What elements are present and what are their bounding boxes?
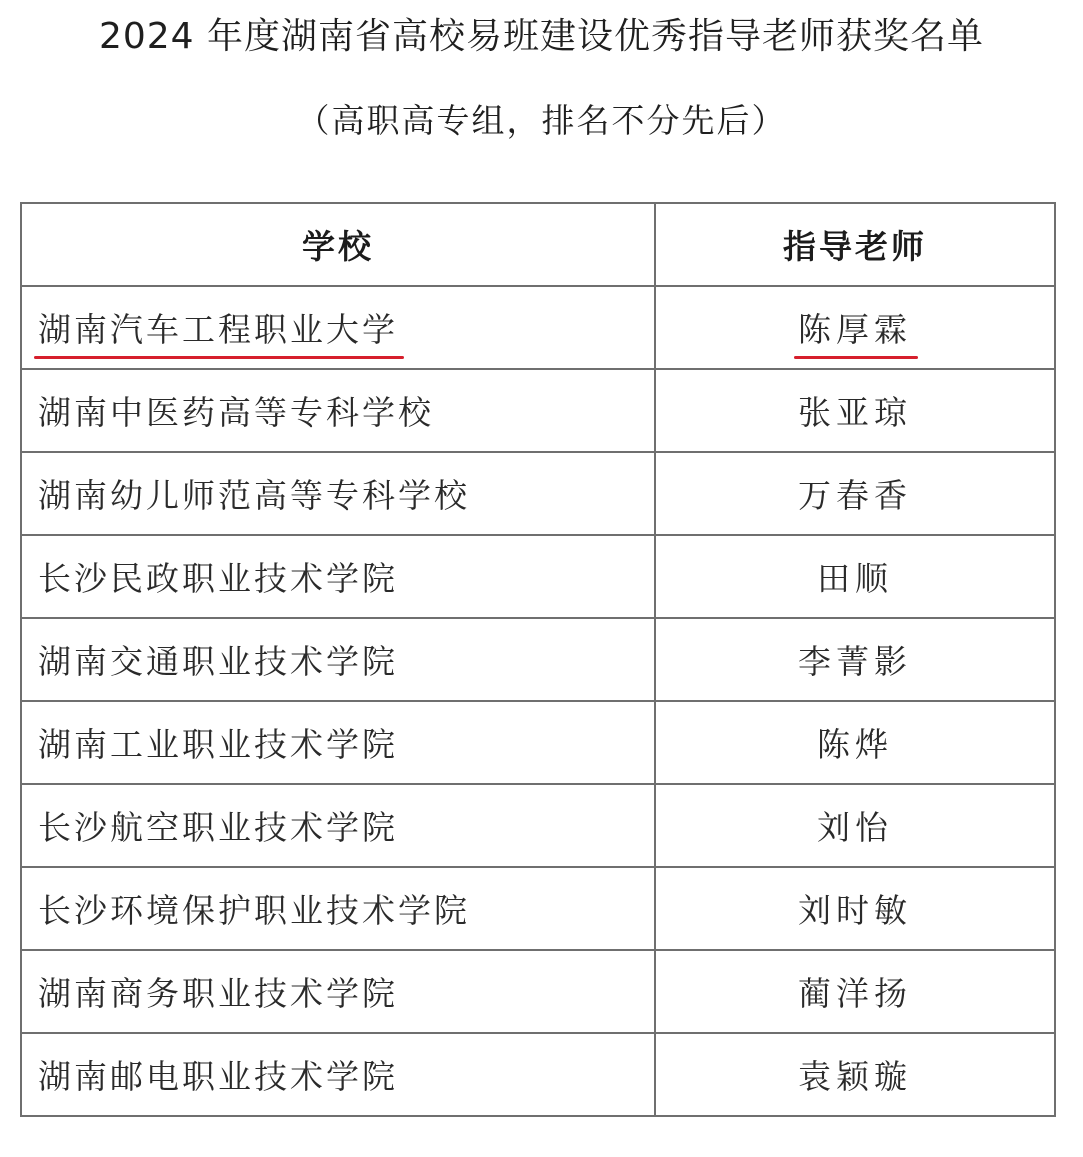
- teacher-name: 袁颖璇: [798, 1057, 912, 1096]
- teacher-name: 陈厚霖: [798, 304, 912, 351]
- teacher-name: 李菁影: [798, 642, 912, 681]
- school-cell: [21, 535, 655, 618]
- table-row: [21, 618, 1055, 701]
- school-cell: [21, 950, 655, 1033]
- teacher-cell: [655, 452, 1055, 535]
- teacher-name: 刘怡: [817, 808, 893, 847]
- school-name: 湖南汽车工程职业大学: [38, 304, 398, 351]
- school-name: 长沙航空职业技术学院: [38, 808, 398, 847]
- school-name: 湖南商务职业技术学院: [38, 974, 398, 1013]
- school-name: 湖南幼儿师范高等专科学校: [38, 476, 470, 515]
- page-title: 2024 年度湖南省高校易班建设优秀指导老师获奖名单: [98, 16, 985, 57]
- table-header-row: [21, 203, 1055, 286]
- school-cell: [21, 701, 655, 784]
- table-row: [21, 784, 1055, 867]
- teacher-cell: [655, 1033, 1055, 1116]
- school-cell: [21, 618, 655, 701]
- teacher-name: 蔺洋扬: [798, 974, 912, 1013]
- school-cell: [21, 867, 655, 950]
- school-name: 湖南交通职业技术学院: [38, 642, 398, 681]
- table-row: [21, 1033, 1055, 1116]
- teacher-name: 陈烨: [817, 725, 893, 764]
- teacher-name: 田顺: [817, 559, 893, 598]
- table-row: [21, 286, 1055, 369]
- teacher-cell: [655, 286, 1055, 369]
- table-row: [21, 452, 1055, 535]
- school-name: 湖南中医药高等专科学校: [38, 393, 434, 432]
- teacher-cell: [655, 369, 1055, 452]
- header-teacher: 指导老师: [655, 203, 1055, 286]
- table-row: [21, 535, 1055, 618]
- table-row: [21, 950, 1055, 1033]
- teacher-cell: [655, 950, 1055, 1033]
- teacher-cell: [655, 701, 1055, 784]
- school-cell: [21, 286, 655, 369]
- table-body: [21, 286, 1055, 1116]
- teacher-name: 万春香: [798, 476, 912, 515]
- award-table: [20, 202, 1056, 1117]
- table-row: [21, 701, 1055, 784]
- teacher-cell: [655, 618, 1055, 701]
- table-row: [21, 369, 1055, 452]
- teacher-name: 刘时敏: [798, 891, 912, 930]
- school-cell: [21, 452, 655, 535]
- school-cell: [21, 1033, 655, 1116]
- header-school: 学校: [21, 203, 655, 286]
- teacher-cell: [655, 867, 1055, 950]
- school-name: 湖南邮电职业技术学院: [38, 1057, 398, 1096]
- school-cell: [21, 784, 655, 867]
- table-row: [21, 867, 1055, 950]
- school-name: 长沙环境保护职业技术学院: [38, 891, 470, 930]
- page-subtitle: （高职高专组，排名不分先后）: [296, 101, 787, 140]
- teacher-name: 张亚琼: [798, 393, 912, 432]
- school-cell: [21, 369, 655, 452]
- school-name: 湖南工业职业技术学院: [38, 725, 398, 764]
- teacher-cell: [655, 784, 1055, 867]
- teacher-cell: [655, 535, 1055, 618]
- school-name: 长沙民政职业技术学院: [38, 559, 398, 598]
